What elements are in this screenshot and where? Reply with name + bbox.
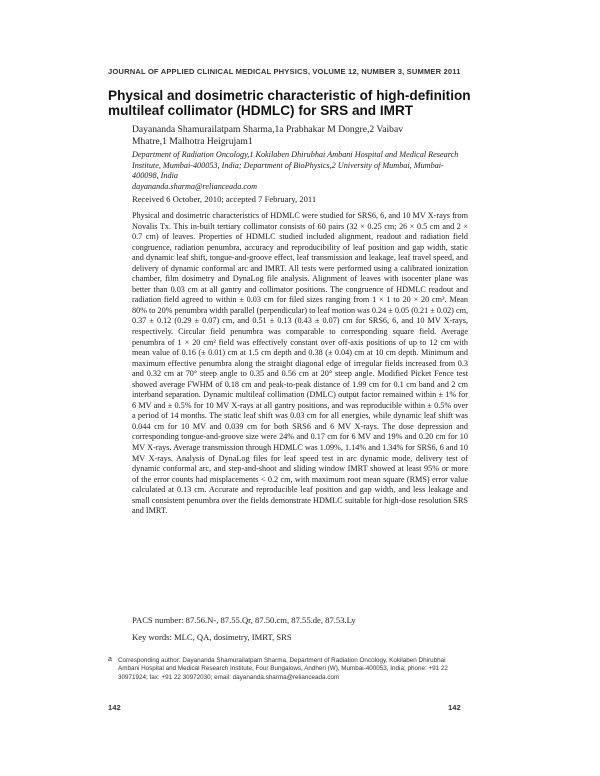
journal-header: JOURNAL OF APPLIED CLINICAL MEDICAL PHYSICS, VOLUME 12, NUMBER 3, SUMMER 2011 bbox=[108, 67, 461, 76]
author-list: Dayananda Shamurailatpam Sharma,1a Prabhakar M Dongre,2 Vaibav Mhatre,1 Malhotra Heigrujam1 bbox=[132, 124, 404, 147]
keywords-line: Key words: MLC, QA, dosimetry, IMRT, SRS bbox=[132, 632, 292, 642]
page-number-left: 142 bbox=[108, 703, 121, 712]
paper-title: Physical and dosimetric characteristic of high-definition multileaf collimator (HDMLC) for SRS and IMRT bbox=[108, 88, 471, 118]
author-email[interactable]: dayananda.sharma@relianceada.com bbox=[132, 181, 258, 191]
footnote-marker: a bbox=[108, 656, 112, 663]
affiliation-text: Department of Radiation Oncology,1 Kokilaben Dhirubhai Ambani Hospital and Medical Research Institute, Mumbai-400053, India; Department of BioPhysics,2 University of Mumbai, Mumbai-400098, India bbox=[132, 150, 459, 180]
corresponding-author-footnote: Corresponding author: Dayananda Shamurailatpam Sharma, Department of Radiation Oncology, Kokilaben Dhirubhai Ambani Hospital and Medical Research Institute, Four Bungalows, Andheri (W), Mumbai-400053, India; phone: +91 22 30971924; fax: +91 22 30972030; email: dayananda.sharma@relianceada.com bbox=[118, 657, 448, 681]
received-dates: Received 6 October, 2010; accepted 7 February, 2011 bbox=[132, 194, 317, 204]
page-number-right: 142 bbox=[448, 703, 461, 712]
pacs-numbers: PACS number: 87.56.N-, 87.55.Qr, 87.50.cm, 87.55.de, 87.53.Ly bbox=[132, 615, 356, 625]
affiliation-block bbox=[132, 150, 462, 192]
abstract-text: Physical and dosimetric characteristics of HDMLC were studied for SRS6, 6, and 10 MV X-rays from Novalis Tx. This in-built tertiary collimator consists of 60 pairs (32 × 0.25 cm; 26 × 0.5 cm and 2 × 0.7 cm) of leaves. Properties of HDMLC studied included alignment, readout and radiation field congruence, radiation penumbra, accuracy and reproducibility of leaf position and gap width, static and dynamic leaf shift, tongue-and-groove effect, leaf transmission and leakage, leaf travel speed, and delivery of dynamic conformal arc and IMRT. All tests were performed using a calibrated ionization chamber, film dosimetry and DynaLog file analysis. Alignment of leaves with isocenter plane was better than 0.03 cm at all gantry and collimator positions. The congruence of HDMLC readout and radiation field agreed to within ± 0.03 cm for filed sizes ranging from 1 × 1 to 20 × 20 cm². Mean 80% to 20% penumbra width parallel (perpendicular) to leaf motion was 0.24 ± 0.05 (0.21 ± 0.02) cm, 0.37 ± 0.12 (0.29 ± 0.07) cm, and 0.51 ± 0.13 (0.43 ± 0.07) cm for SRS6, 6, and 10 MV X-rays, respectively. Circular field penumbra was comparable to corresponding square field. Average penumbra of 1 × 20 cm² field was effectively constant over off-axis positions of up to 12 cm with mean value of 0.16 (± 0.01) cm at 1.5 cm depth and 0.38 (± 0.04) cm at 10 cm depth. Minimum and maximum effective penumbra along the straight diagonal edge of irregular fields increased from 0.3 and 0.32 cm at 70° steep angle to 0.35 and 0.56 cm at 20° steep angle. Modified Picket Fence test showed average FWHM of 0.18 cm and peak-to-peak distance of 1.99 cm for 0.1 cm band and 2 cm interband separation. Dynamic multileaf collimation (DMLC) output factor remained within ± 1% for 6 MV and ± 0.5% for 10 MV X-rays at all gantry positions, and was reproducible within ± 0.5% over a period of 14 months. The static leaf shift was 0.03 cm for all energies, while dynamic leaf shift was 0.044 cm for 10 MV and 0.039 cm for both SRS6 and 6 MV X-rays. The dose depression and corresponding tongue-and-groove size were 24% and 0.17 cm for 6 MV and 19% and 0.20 cm for 10 MV X-rays. Average transmission through HDMLC was 1.09%, 1.14% and 1.34% for SRS6, 6 and 10 MV X-rays. Analysis of DynaLog files for leaf speed test in arc dynamic mode, delivery test of dynamic conformal arc, and step-and-shoot and sliding window IMRT showed at least 95% or more of the error counts had misplacements < 0.2 cm, with maximum root mean square (RMS) error value calculated at 0.13 cm. Accurate and reproducible leaf position and gap width, and less leakage and small consistent penumbra over the fields demonstrate HDMLC suitable for high-dose resolution SRS and IMRT. bbox=[132, 211, 468, 516]
